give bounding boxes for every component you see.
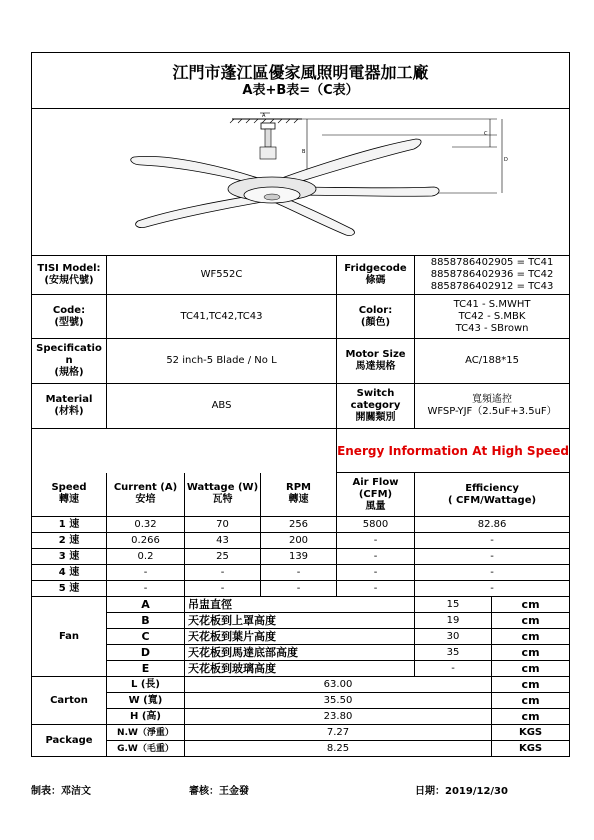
airflow-cell: - (337, 581, 415, 597)
fan-row (32, 597, 570, 613)
color-3: TC43 - SBrown (455, 322, 529, 334)
motor-label-cn: 馬達規格 (355, 361, 396, 372)
code-label-cn: (型號) (54, 316, 84, 328)
efficiency-cell: - (415, 533, 570, 549)
fan-unit: cm (492, 629, 570, 645)
package-label: Package (32, 725, 107, 757)
rpm-cell: 256 (261, 517, 337, 533)
rpm-header-cn: 轉速 (288, 494, 309, 506)
carton-value: 63.00 (185, 677, 492, 693)
energy-title: Energy Information At High Speed (337, 429, 570, 473)
fan-unit: cm (492, 661, 570, 677)
current-cell: - (107, 565, 185, 581)
wattage-header (185, 473, 261, 517)
current-cell: 0.266 (107, 533, 185, 549)
energy-row (32, 533, 570, 549)
fridgecode-1: 8858786402905 = TC41 (430, 257, 554, 268)
speed-header-cn: 轉速 (59, 494, 79, 506)
footer-date: 日期：2019/12/30 (415, 786, 508, 797)
efficiency-cell: 82.86 (415, 517, 570, 533)
spec-label-cell (32, 339, 107, 384)
switch-value-2: WFSP-YJF（2.5uF+3.5uF） (427, 406, 557, 417)
fan-desc: 天花板到玻璃高度 (185, 661, 415, 677)
material-label-cell (32, 384, 107, 429)
speed-cell: 4 速 (32, 565, 107, 581)
current-header-en: Current (A) (113, 482, 178, 494)
energy-row (32, 581, 570, 597)
carton-value: 35.50 (185, 693, 492, 709)
wattage-cell: 43 (185, 533, 261, 549)
switch-label: Switch (356, 388, 395, 399)
title-cell (32, 53, 570, 109)
speed-cell: 1 速 (32, 517, 107, 533)
color-label: Color: (358, 304, 393, 316)
fan-value: 35 (415, 645, 492, 661)
carton-value: 23.80 (185, 709, 492, 725)
carton-label: Carton (32, 677, 107, 725)
fan-row (32, 613, 570, 629)
code-label-cell (32, 295, 107, 339)
subtitle: A表+B表=（C表） (242, 82, 359, 98)
airflow-header-unit: (CFM) (358, 488, 393, 500)
color-label-cn: (顏色) (360, 316, 391, 328)
energy-row (32, 517, 570, 533)
package-unit: KGS (492, 741, 570, 757)
energy-spacer (32, 429, 337, 473)
efficiency-header (415, 473, 570, 517)
switch-value-cell (415, 384, 570, 429)
rpm-header (261, 473, 337, 517)
airflow-cell: 5800 (337, 517, 415, 533)
fan-row (32, 645, 570, 661)
energy-row (32, 549, 570, 565)
carton-key: L (長) (107, 677, 185, 693)
fridgecode-2: 8858786402936 = TC42 (430, 269, 554, 280)
fan-desc: 吊盅直徑 (185, 597, 415, 613)
wattage-header-en: Wattage (W) (186, 482, 259, 494)
efficiency-header-unit: ( CFM/Wattage) (448, 494, 537, 506)
fan-value: 15 (415, 597, 492, 613)
carton-unit: cm (492, 709, 570, 725)
package-row (32, 725, 570, 741)
fan-label: Fan (32, 597, 107, 677)
color-label-cell (337, 295, 415, 339)
rpm-header-en: RPM (286, 482, 311, 494)
spec-table (31, 52, 570, 757)
current-cell: 0.32 (107, 517, 185, 533)
spec-value: 52 inch-5 Blade / No L (107, 339, 337, 384)
code-label: Code: (52, 304, 86, 316)
footer-maker: 制表：邓洁文 (31, 786, 91, 797)
fridgecode-label-cn: 條碼 (365, 275, 386, 286)
current-header (107, 473, 185, 517)
switch-label-cell (337, 384, 415, 429)
fan-key: B (107, 613, 185, 629)
company-title: 江門市蓬江區優家風照明電器加工廠 (172, 62, 429, 82)
color-2: TC42 - S.MBK (458, 310, 526, 322)
spec-label: Specificatio (36, 343, 102, 354)
spec-sheet (31, 52, 569, 757)
rpm-cell: 139 (261, 549, 337, 565)
efficiency-cell: - (415, 581, 570, 597)
spec-label-2: n (65, 355, 73, 366)
carton-key: W (寬) (107, 693, 185, 709)
package-value: 7.27 (185, 725, 492, 741)
fridgecode-3: 8858786402912 = TC43 (430, 281, 554, 292)
tisi-label-cell (32, 256, 107, 295)
package-row (32, 741, 570, 757)
current-cell: 0.2 (107, 549, 185, 565)
rpm-cell: - (261, 565, 337, 581)
motor-label: Motor Size (345, 349, 406, 360)
fan-key: E (107, 661, 185, 677)
fridgecode-values (415, 256, 570, 295)
airflow-header-cn: 風量 (365, 500, 386, 512)
material-value: ABS (107, 384, 337, 429)
wattage-cell: 25 (185, 549, 261, 565)
carton-unit: cm (492, 677, 570, 693)
package-unit: KGS (492, 725, 570, 741)
package-key: G.W（毛重） (107, 741, 185, 757)
current-cell: - (107, 581, 185, 597)
speed-cell: 2 速 (32, 533, 107, 549)
footer (31, 782, 569, 796)
fan-desc: 天花板到葉片高度 (185, 629, 415, 645)
speed-cell: 3 速 (32, 549, 107, 565)
wattage-cell: - (185, 581, 261, 597)
fan-row (32, 629, 570, 645)
current-header-cn: 安培 (135, 494, 156, 506)
carton-row (32, 693, 570, 709)
fan-row (32, 661, 570, 677)
ceiling-fan-diagram (32, 109, 568, 255)
wattage-cell: - (185, 565, 261, 581)
carton-key: H (高) (107, 709, 185, 725)
dim-label-c: C (484, 131, 488, 137)
wattage-header-cn: 瓦特 (212, 494, 233, 506)
efficiency-cell: - (415, 549, 570, 565)
efficiency-cell: - (415, 565, 570, 581)
carton-row (32, 709, 570, 725)
tisi-value: WF552C (107, 256, 337, 295)
code-value: TC41,TC42,TC43 (107, 295, 337, 339)
tisi-label-cn: (安規代號) (44, 275, 94, 286)
fan-value: - (415, 661, 492, 677)
wattage-cell: 70 (185, 517, 261, 533)
carton-row (32, 677, 570, 693)
material-label: Material (45, 394, 93, 405)
switch-label-2: category (350, 400, 401, 411)
motor-value: AC/188*15 (415, 339, 570, 384)
fan-value: 19 (415, 613, 492, 629)
energy-row (32, 565, 570, 581)
spec-label-cn: (規格) (54, 367, 84, 378)
tisi-label: TISI Model: (37, 263, 101, 274)
package-value: 8.25 (185, 741, 492, 757)
dim-label-d: D (504, 157, 508, 163)
speed-header (32, 473, 107, 517)
color-values (415, 295, 570, 339)
rpm-cell: 200 (261, 533, 337, 549)
fan-desc: 天花板到上罩高度 (185, 613, 415, 629)
color-1: TC41 - S.MWHT (453, 298, 531, 310)
switch-value-1: 寬頻遙控 (472, 394, 513, 405)
fridgecode-label: Fridgecode (344, 263, 407, 274)
footer-reviewer: 審核：王金發 (189, 786, 249, 797)
rpm-cell: - (261, 581, 337, 597)
motor-label-cell (337, 339, 415, 384)
airflow-cell: - (337, 549, 415, 565)
fan-unit: cm (492, 645, 570, 661)
dim-label-a: A (262, 113, 266, 119)
airflow-cell: - (337, 533, 415, 549)
speed-header-en: Speed (51, 482, 87, 494)
carton-unit: cm (492, 693, 570, 709)
fan-desc: 天花板到馬達底部高度 (185, 645, 415, 661)
airflow-cell: - (337, 565, 415, 581)
dim-label-b: B (302, 149, 306, 155)
fan-diagram-cell (32, 109, 570, 256)
package-key: N.W（淨重） (107, 725, 185, 741)
airflow-header-en: Air Flow (352, 476, 399, 488)
material-label-cn: (材料) (54, 406, 84, 417)
fridgecode-label-cell (337, 256, 415, 295)
fan-key: D (107, 645, 185, 661)
switch-label-cn: 開關類別 (355, 412, 396, 423)
fan-key: C (107, 629, 185, 645)
speed-cell: 5 速 (32, 581, 107, 597)
fan-unit: cm (492, 613, 570, 629)
fan-value: 30 (415, 629, 492, 645)
fan-unit: cm (492, 597, 570, 613)
airflow-header (337, 473, 415, 517)
efficiency-header-en: Efficiency (465, 482, 519, 494)
fan-key: A (107, 597, 185, 613)
